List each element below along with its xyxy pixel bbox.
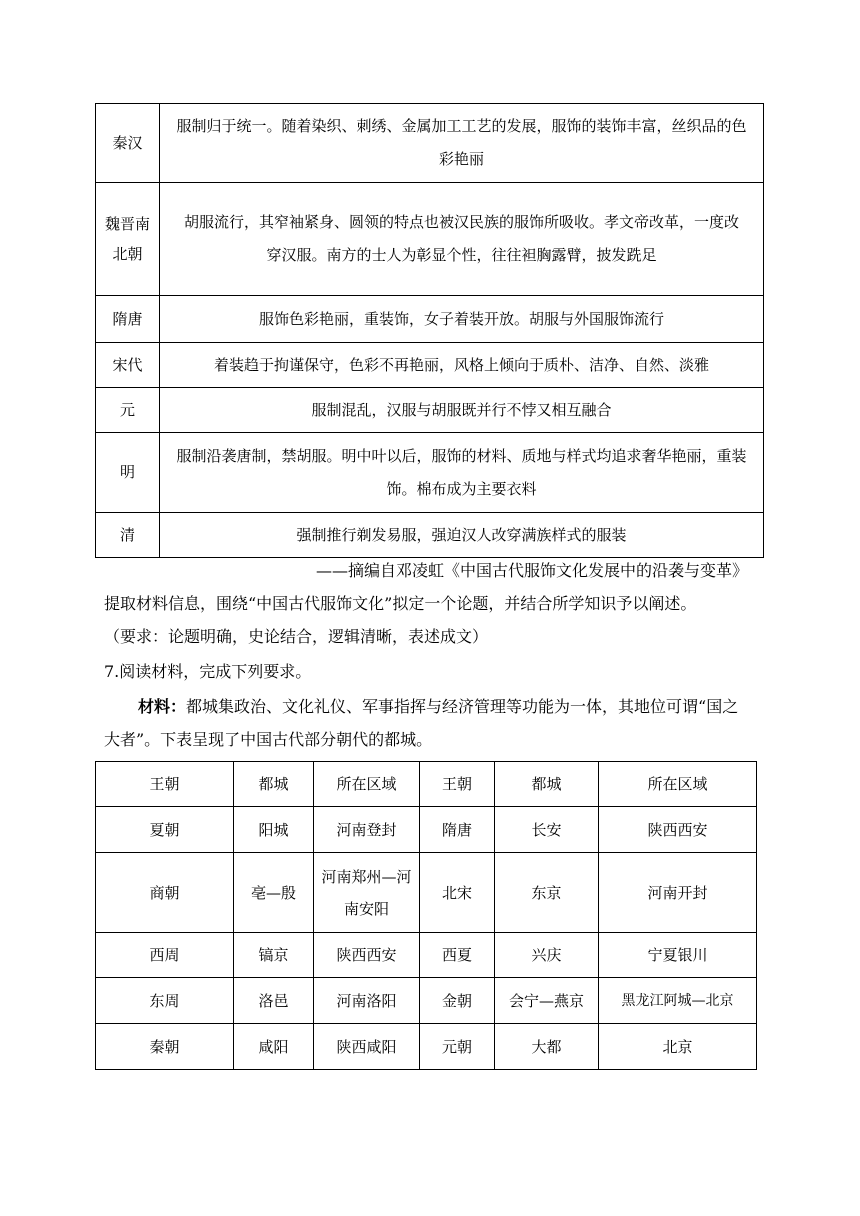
table-row — [96, 343, 764, 388]
table-cell: 会宁—燕京 — [495, 978, 599, 1024]
era-cell: 魏晋南北朝 — [96, 183, 160, 296]
era-cell: 明 — [96, 433, 160, 513]
table-cell: 秦朝 — [96, 1024, 234, 1070]
table-cell: 阳城 — [234, 807, 314, 853]
table-cell: 黑龙江阿城—北京 — [599, 978, 757, 1024]
description-cell: 服制沿袭唐制，禁胡服。明中叶以后，服饰的材料、质地与样式均追求奢华艳丽，重装饰。棉布成为主要衣料 — [160, 433, 764, 513]
question-requirements: （要求：论题明确，史论结合，逻辑清晰，表述成文） — [104, 627, 489, 646]
column-header: 所在区域 — [314, 762, 420, 807]
table-cell: 长安 — [495, 807, 599, 853]
table-row — [96, 433, 764, 513]
era-cell: 秦汉 — [96, 104, 160, 183]
table-cell: 东周 — [96, 978, 234, 1024]
header-row — [96, 762, 757, 807]
table-row — [96, 388, 764, 433]
source-citation: ——摘编自邓凌虹《中国古代服饰文化发展中的沿袭与变革》 — [315, 561, 748, 580]
table-cell: 北京 — [599, 1024, 757, 1070]
table-cell: 隋唐 — [420, 807, 495, 853]
table-cell: 东京 — [495, 853, 599, 933]
table-cell: 北宋 — [420, 853, 495, 933]
table-cell: 西夏 — [420, 933, 495, 978]
description-cell: 服制混乱，汉服与胡服既并行不悖又相互融合 — [160, 388, 764, 433]
table-row — [96, 513, 764, 558]
table-row — [96, 978, 757, 1024]
table-cell: 夏朝 — [96, 807, 234, 853]
table-cell: 西周 — [96, 933, 234, 978]
description-cell: 服饰色彩艳丽，重装饰，女子着装开放。胡服与外国服饰流行 — [160, 296, 764, 343]
table-row — [96, 183, 764, 296]
material-paragraph — [104, 690, 754, 756]
description-cell: 着装趋于拘谨保守，色彩不再艳丽，风格上倾向于质朴、洁净、自然、淡雅 — [160, 343, 764, 388]
material-label: 材料： — [138, 697, 187, 716]
column-header: 都城 — [495, 762, 599, 807]
era-cell: 宋代 — [96, 343, 160, 388]
table-cell: 河南郑州—河南安阳 — [314, 853, 420, 933]
table-cell: 元朝 — [420, 1024, 495, 1070]
clothing-culture-table — [95, 103, 764, 558]
table-cell: 亳—殷 — [234, 853, 314, 933]
capitals-table — [95, 761, 757, 1070]
table-cell: 陕西西安 — [599, 807, 757, 853]
column-header: 王朝 — [96, 762, 234, 807]
era-cell: 清 — [96, 513, 160, 558]
table-cell: 洛邑 — [234, 978, 314, 1024]
table-row — [96, 296, 764, 343]
table-cell: 宁夏银川 — [599, 933, 757, 978]
table-cell: 河南洛阳 — [314, 978, 420, 1024]
table-cell: 大都 — [495, 1024, 599, 1070]
table-cell: 镐京 — [234, 933, 314, 978]
table-row — [96, 1024, 757, 1070]
description-cell: 服制归于统一。随着染织、刺绣、金属加工工艺的发展，服饰的装饰丰富，丝织品的色彩艳丽 — [160, 104, 764, 183]
table-cell: 咸阳 — [234, 1024, 314, 1070]
table-cell: 兴庆 — [495, 933, 599, 978]
question-heading: 7.阅读材料，完成下列要求。 — [104, 662, 312, 681]
material-text: 都城集政治、文化礼仪、军事指挥与经济管理等功能为一体，其地位可谓“国之大者”。下表呈现了中国古代部分朝代的都城。 — [104, 697, 739, 749]
era-cell: 隋唐 — [96, 296, 160, 343]
era-cell: 元 — [96, 388, 160, 433]
column-header: 都城 — [234, 762, 314, 807]
table-cell: 陕西咸阳 — [314, 1024, 420, 1070]
description-cell: 强制推行剃发易服，强迫汉人改穿满族样式的服装 — [160, 513, 764, 558]
table-row — [96, 807, 757, 853]
column-header: 所在区域 — [599, 762, 757, 807]
table-row — [96, 104, 764, 183]
table-cell: 河南开封 — [599, 853, 757, 933]
question-prompt: 提取材料信息，围绕“中国古代服饰文化”拟定一个论题，并结合所学知识予以阐述。 — [104, 594, 697, 613]
table-row — [96, 853, 757, 933]
table-row — [96, 933, 757, 978]
table-cell: 河南登封 — [314, 807, 420, 853]
table-cell: 商朝 — [96, 853, 234, 933]
table-cell: 陕西西安 — [314, 933, 420, 978]
table-cell: 金朝 — [420, 978, 495, 1024]
column-header: 王朝 — [420, 762, 495, 807]
description-cell: 胡服流行，其窄袖紧身、圆领的特点也被汉民族的服饰所吸收。孝文帝改革，一度改穿汉服。南方的士人为彰显个性，往往袒胸露臂，披发跣足 — [160, 183, 764, 296]
